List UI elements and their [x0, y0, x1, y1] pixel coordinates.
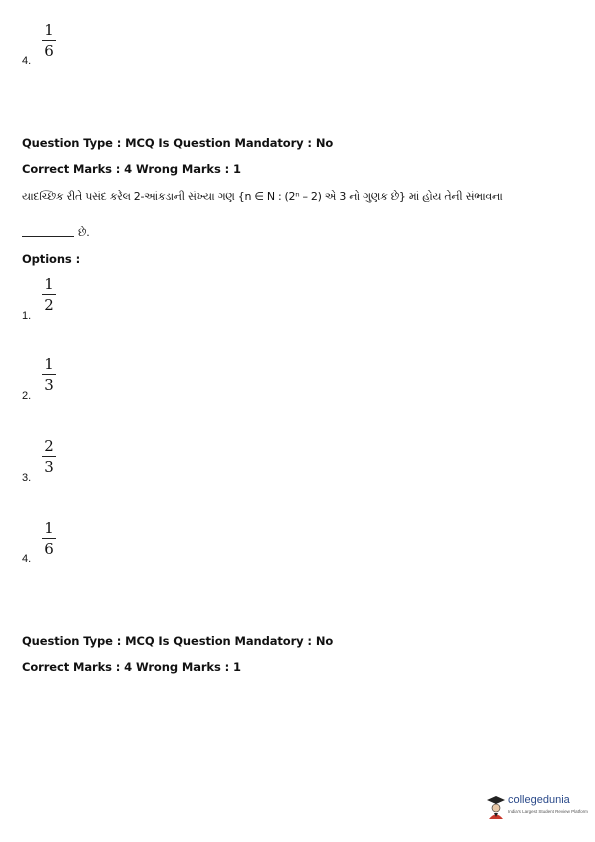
option-number: 2. — [22, 390, 32, 402]
fraction-bar — [42, 294, 56, 295]
logo-name: collegedunia — [508, 794, 570, 806]
collegedunia-logo — [486, 793, 588, 823]
marks-line: Correct Marks : 4 Wrong Marks : 1 — [22, 162, 241, 176]
fraction-bar — [42, 374, 56, 375]
fraction-denominator: 3 — [44, 458, 54, 476]
options-label: Options : — [22, 252, 81, 266]
option-fraction — [42, 438, 56, 476]
option-fraction — [42, 520, 56, 558]
logo-tagline: India's Largest Student Review Platform — [508, 809, 588, 814]
option-fraction — [42, 22, 56, 60]
graduate-cap-icon — [486, 795, 506, 819]
question-text-end: છે. — [78, 226, 90, 239]
fraction-numerator: 1 — [44, 21, 54, 39]
option-number: 1. — [22, 310, 32, 322]
question-text-line-2 — [22, 226, 89, 240]
fraction-bar — [42, 40, 56, 41]
fraction-numerator: 1 — [44, 355, 54, 373]
fraction-bar — [42, 538, 56, 539]
fraction-numerator: 1 — [44, 275, 54, 293]
option-number: 4. — [22, 55, 32, 67]
fraction-numerator: 2 — [44, 437, 54, 455]
option-number: 4. — [22, 553, 32, 565]
next-question-type-line: Question Type : MCQ Is Question Mandatory : No — [22, 634, 334, 648]
option-number: 3. — [22, 472, 32, 484]
fraction-numerator: 1 — [44, 519, 54, 537]
answer-blank — [22, 236, 74, 237]
next-marks-line: Correct Marks : 4 Wrong Marks : 1 — [22, 660, 241, 674]
fraction-denominator: 2 — [44, 296, 54, 314]
question-type-line: Question Type : MCQ Is Question Mandatory : No — [22, 136, 334, 150]
option-fraction — [42, 356, 56, 394]
option-fraction — [42, 276, 56, 314]
fraction-denominator: 6 — [44, 540, 54, 558]
fraction-denominator: 6 — [44, 42, 54, 60]
fraction-bar — [42, 456, 56, 457]
fraction-denominator: 3 — [44, 376, 54, 394]
question-text-line-1: યાદચ્છિક રીતે પસંદ કરેલ 2-આંકડાની સંખ્યા ગણ {n ∈ N : (2ⁿ – 2) એ 3 નો ગુણક છે} માં હોય તેની સંભાવના — [22, 190, 503, 203]
